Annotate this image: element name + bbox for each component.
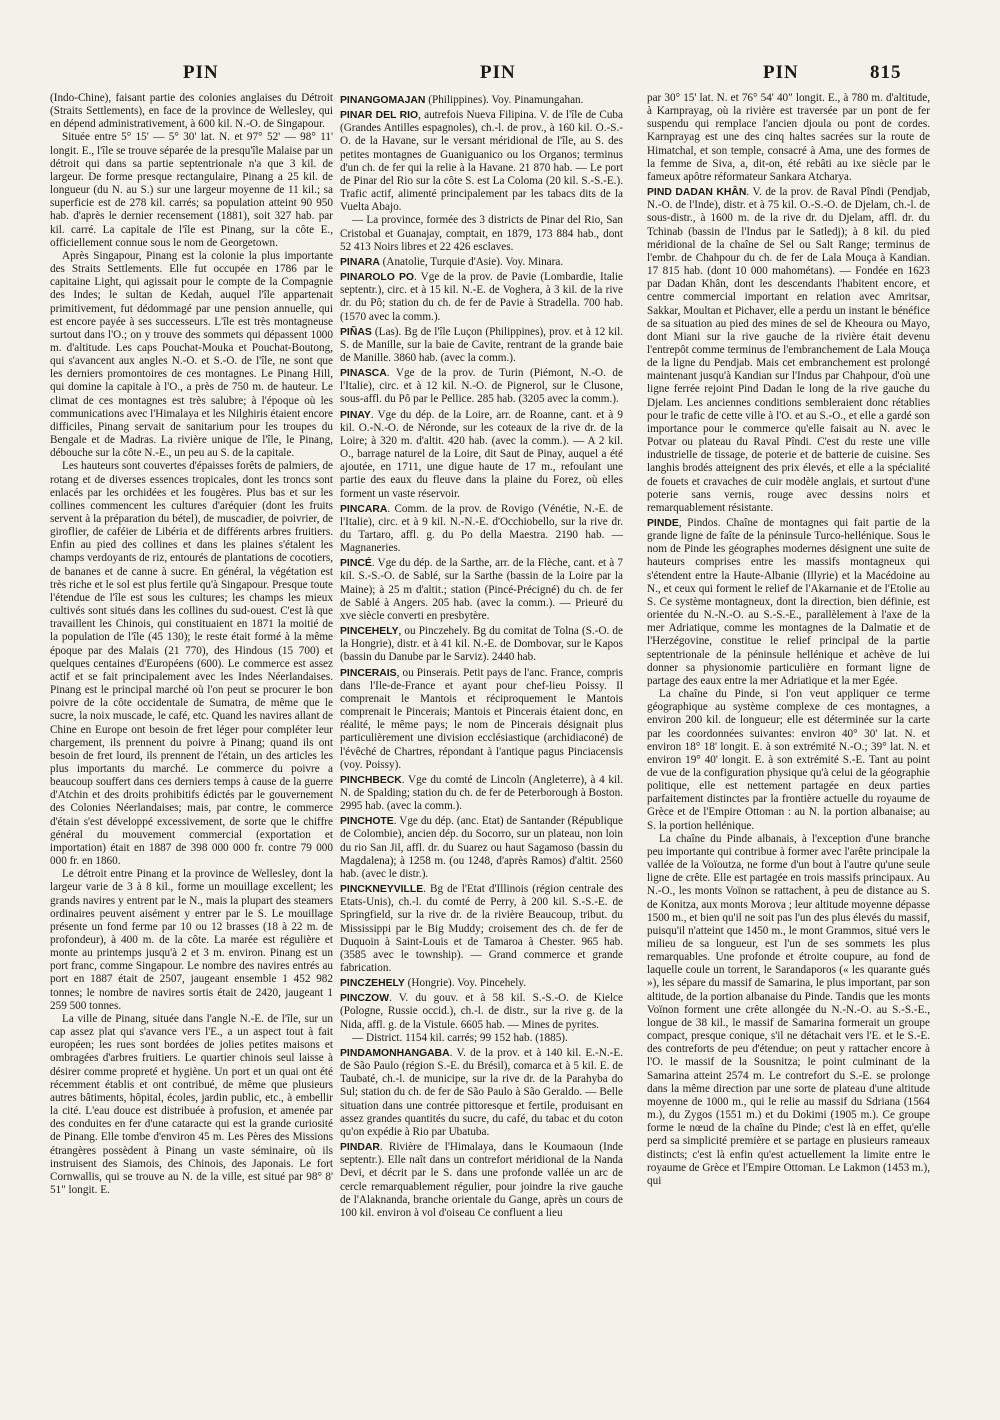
entry-headword: PINCÉ [340,558,372,570]
text-paragraph [340,214,623,253]
dictionary-entry [647,186,930,515]
text-paragraph [50,250,333,461]
entry-text: . Vge du comté de Lincoln (Angleterre), à 4 kil. N. de Spalding; station du ch. de fer de Peterborough à Boston. 2995 hab. (avec la comm.). [340,773,623,813]
dictionary-entry [340,557,623,623]
dictionary-entry [340,1047,623,1139]
entry-text: . Vge du dép. de la Sarthe, arr. de la Flèche, cant. et à 7 kil. S.-S.-O. de Sablé, sur la Sarthe (bassin de la Loire par la Maine); à 25 m d'altit.; station (Pincé-Précigné) du ch. de fer de Sablé à Angers. 205 hab. (avec la comm.). — Prieuré du xve siècle converti en presbytère. [340,557,623,622]
entry-headword: PINDE [647,518,679,529]
entry-headword: PINCZEHELY [340,978,405,990]
text-paragraph [50,868,333,1013]
dictionary-entry [340,774,623,813]
text-paragraph [50,460,333,868]
text-paragraph [50,92,333,131]
entry-text: — District. 1154 kil. carrés; 99 152 hab. (1885). [352,1031,568,1044]
header-right-word: PIN [763,62,799,83]
entry-text: — La province, formée des 3 districts de Pinar del Rio, San Cristobal et Guanajay, comptait, en 1879, 173 884 hab., dont 52 413 Noirs libres et 22 426 esclaves. [340,214,623,253]
entry-text: (Philippines). Voy. Pinamungahan. [425,94,584,106]
entry-text: Le détroit entre Pinang et la province de Wellesley, dont la largeur varie de 3 à 8 kil., forme un mouillage excellent; les grands navires y entrent par le N., mais la plupart des steamers ordinaires peuvent aisément y entrer par le S. Le mouillage présente un fond ferme par 10 ou 12 brasses (18 à 22 m. de profondeur), à 400 m. de la côte. La marée est régulière et monte au printemps jusqu'à 2 et 3 m. environ. Pinang est un port franc, comme Singapour. Le nombre des navires entrés au port en 1887 était de 2507, jaugeant ensemble 1 452 982 tonnes; le nombre de navires sortis était de 2420, jaugeant 1 259 500 tonnes. [50,868,333,1012]
entry-headword: PINAR DEL RIO [340,110,419,122]
entry-headword: PINAROLO PO [340,272,415,284]
page-number: 815 [870,62,902,83]
dictionary-entry [340,625,623,664]
dictionary-entry [340,326,623,365]
text-column-2 [340,92,623,1392]
entry-headword: PINARA [340,256,380,268]
dictionary-entry [340,883,623,975]
entry-headword: PINCARA [340,503,388,515]
running-header [0,62,1000,88]
text-paragraph [647,688,930,833]
dictionary-entry [340,977,623,990]
dictionary-entry [340,667,623,772]
entry-headword: PIND DADAN KHÂN [647,187,747,199]
dictionary-entry [340,109,623,214]
entry-text: , ou Pinserais. Petit pays de l'anc. France, compris dans l'Ile-de-France et ayant pour chef-lieu Poissy. Il comprenait le Mantois et réciproquement le Mantois comprenait le Pincerais; Mantois et Pincerais étaient donc, en réalité, le même pays; le nom de Pincerais désignait plus particulièrement une division ecclésiastique (archidiaconé) de l'évêché de Chartres, répondant à l'antique pagus Pinciacensis (voy. Poissy). [340,666,623,771]
entry-text: . V. de la prov. et à 140 kil. E.-N.-E. de São Paulo (région S.-E. du Brésil), comarca et à 5 kil. E. de Taubaté, ch.-l. de municipe, sur la rive dr. de la Parahyba do Sul; station du ch. de fer de São Paulo à São Geraldo. — Belle situation dans une contrée pittoresque et fertile, produisant en assez grandes quantités du sucre, du café, du tabac et du coton qu'on expédie à Rio par Ubatuba. [340,1046,623,1138]
entry-text: (Las). Bg de l'île Luçon (Philippines), prov. et à 12 kil. S. de Manille, sur la baie de Cavite, rentrant de la grande baie de Manille. 3860 hab. (avec la comm.). [340,325,623,364]
entry-headword: PINANGOMAJAN [340,95,426,106]
entry-text: . Bg de l'Etat d'Illinois (région centrale des Etats-Unis), ch.-l. du comté de Perry, à 200 kil. S.-S.-E. de Springfield, sur la rive dr. de la rivière Beaucoup, tribut. du Mississippi par le Big Muddy; croisement des ch. de fer de Duquoin à Saint-Louis et de Tamaroa à Chester. 965 hab. (3585 avec le township). — Grand commerce et grande fabrication. [340,883,623,974]
entry-text: , ou Pinczehely. Bg du comitat de Tolna (S.-O. de la Hongrie), distr. et à 41 kil. N.-E. de Dombovar, sur le Kapos (bassin du Danube par le Sarviz). 2440 hab. [340,625,623,664]
dictionary-entry [340,409,623,501]
entry-headword: PINCZOW [340,993,390,1005]
entry-headword: PIÑAS [340,326,372,338]
entry-text: par 30° 15' lat. N. et 76° 54' 40" longit. E., à 780 m. d'altitude, à Karnprayag, où la rivière est traversée par un pont de fer suspendu qui remplace l'ancien djoula ou pont de cordes. Karnprayag est une des cinq haltes sacrées sur la route de Himatchal, et son temple, consacré à Ama, une des formes de la femme de Siva, a, dit-on, été rebâti au ixe siècle par le fameux apôtre réformateur Sankara Atcharya. [647,92,930,183]
entry-text: . Vge de la prov. de Turin (Piémont, N.-O. de l'Italie), circ. et à 12 kil. N.-O. de Pignerol, sur le Clusone, sous-affl. du Pô par le Pellice. 285 hab. (3205 avec la comm.). [340,367,623,406]
entry-headword: PINCHBECK [340,774,402,786]
text-paragraph [50,1013,333,1197]
dictionary-entry [340,256,623,269]
dictionary-entry [647,517,930,688]
entry-text: Les hauteurs sont couvertes d'épaisses forêts de palmiers, de rotang et de diverses essences tropicales, dont les troncs sont enlacés par les orchidées et les fougères. Plus bas et sur les collines commencent les cultures d'aréquier (dont les fruits servent à la préparation du bétel), de muscadier, de poivrier, de giroflier, de caféier de Libéria et de différents arbres fruitiers. Enfin au pied des collines et dans les plaines s'étalent les champs verdoyants de riz, entourés de plantations de cocotiers, de bananes et de canne à sucre. En général, la végétation est très riche et le sol est plus fertile qu'à Singapour. Presque toute l'étendue de l'île est sous les cultures; les champs les mieux cultivés sont situés dans les collines du sud-ouest. C'est là que travaillent les Chinois, qui constituaient en 1871 la moitié de la population de l'île (45 130); le reste était formé à la même époque par des Malais (21 770), des Hindous (15 700) et quelques centaines d'Européens (600). Le commerce est assez actif et se fait principalement avec les Indes Néerlandaises. Pinang est le principal marché où l'on peut se procurer le bon poivre de la côte occidentale de Sumatra, de même que le sucre, la noix muscade, le café, etc. Quand les navires allant de Chine en Europe ont besoin de fret léger pour compléter leur chargement, ils prennent du poivre à Pinang; quand ils ont besoin de fret lourd, ils prennent de l'étain, un des articles les plus importants du marché. Le commerce du poivre a beaucoup souffert dans ces derniers temps à cause de la guerre d'Atchin et des droits prohibitifs édictés par le gouvernement des Colonies Néerlandaises; mais, par contre, le commerce d'étain s'est développé excessivement, de sorte que le chiffre général du mouvement commercial (exportation et importation) était en 1887 de 398 000 000 fr. contre 79 000 000 fr. en 1860. [50,460,333,868]
entry-text: . Comm. de la prov. de Rovigo (Vénétie, N.-E. de l'Italie), circ. et à 9 kil. N.-N.-E. d'Occhiobello, sur la rive dr. du Tartaro, affl. g. du Po della Maestra. 2190 hab. — Magnaneries. [340,502,623,555]
text-paragraph [50,131,333,249]
entry-text: La chaîne du Pinde, si l'on veut appliquer ce terme géographique au système complexe de ces montagnes, a environ 200 kil. de longueur; elle est déterminée sur la carte par les coordonnées suivantes: environ 40° 30' lat. N. et environ 18° 18' longit. E. à son extrémité N.-O.; 39° lat. N. et environ 19° 40' longit. E. à son extrémité S.-E. Tant au point de vue de la configuration physique qu'à celui de la géographie politique, elle est nettement partagée en deux parties parfaitement distinctes par la frontière actuelle du royaume de Grèce et de l'Empire Ottoman : au N. la portion albanaise; au S. la portion hellénique. [647,688,930,832]
entry-text: , autrefois Nueva Filipina. V. de l'île de Cuba (Grandes Antilles espagnoles), ch.-l. de prov., à 160 kil. O.-S.-O. de la Havane, sur le versant méridional de l'île, au S. des petites montagnes de Guaniguanico ou los Organos; terminus d'un ch. de fer qui la relie à la Havane. 21 870 hab. — Le port de Pinar del Rio sur la côte S. est La Coloma (20 kil. S.-S.-E.). Trafic actif, alimenté principalement par les tabacs dits de la Vuelta Abajo. [340,109,623,214]
entry-text: Après Singapour, Pinang est la colonie la plus importante des Straits Settlements. Elle fut occupée en 1786 par le capitaine Light, qui agissait pour le compte de la Compagnie des Indes; le sultan de Kedah, auquel l'île appartenait primitivement, fut dédommagé par une pension annuelle, qui est encore payée à ses successeurs. L'île est très montagneuse surtout dans l'O.; on y trouve des sommets qui dépassent 1000 m. d'altitude. Les caps Pouchat-Mouka et Pouchat-Boutong, qui s'avancent aux angles N.-O. et S.-O. de l'île, ne sont que les derniers promontoires de ces montagnes. Le Pinang Hill, qui domine la capitale à l'O., a près de 750 m. de hauteur. Le climat de ces montagnes est très salubre; à l'époque où les communications avec l'Himalaya et les Nilghiris étaient encore difficiles, Pinang servait de sanitarium pour les troupes du Bengale et de Madras. La rivière unique de l'île, le Pinang, débouche sur la côte N.-E., un peu au S. de la capitale. [50,249,333,460]
header-left-word: PIN [183,62,219,83]
dictionary-entry [340,992,623,1031]
dictionary-entry [340,1141,623,1220]
entry-text: . Rivière de l'Himalaya, dans le Koumaoun (Inde septentr.). Elle naît dans un contrefort méridional de la Nanda Devi, et décrit par le S. dans une profonde vallée un arc de cercle remarquablement régulier, pour joindre la rive gauche de l'Alaknanda, branche orientale du Gange, après un cours de 100 kil. environ à vol d'oiseau Ce confluent a lieu [340,1141,623,1219]
entry-text: . V. du gouv. et à 58 kil. S.-S.-O. de Kielce (Pologne, Russie occid.), ch.-l. de distr., sur la rive g. de la Nida, affl. g. de la Vistule. 6605 hab. — Mines de pyrites. [340,992,623,1031]
entry-headword: PINAY [340,409,371,421]
entry-text: (Indo-Chine), faisant partie des colonies anglaises du Détroit (Straits Settlements), en face de la province de Wellesley, qui en dépend administrativement, à 600 kil. N.-O. de Singapour. [50,92,333,131]
entry-text: . V. de la prov. de Raval Pîndi (Pendjab, N.-O. de l'Inde), distr. et à 75 kil. O.-S.-O. de Djelam, ch.-l. de sous-distr., à 1600 m. de la rive dr. du Djelam, affl. dr. du Tchinab (bassin de l'Indus par le Satledj); à 8 kil. du pied méridional de la chaîne de Sel ou Salt Range; terminus de l'embr. de Chahpour du ch. de fer de Lala Mouça à Kandian. 17 815 hab. (dont 10 000 mahométans). — Fondée en 1623 par Dadan Khân, dont les descendants l'habitent encore, et centre commercial important en relation avec Amritsar, Sakkar, Moultan et Pichaver, elle a perdu un instant le bénéfice de sa situation au pied des mines de sel de Kheoura ou Mayo, dont Miani sur la rive gauche de la rivière était devenu l'entrepôt comme terminus de l'embranchement de Lala Mouça de la ligne du Pendjab. Mais cet embranchement est prolongé maintenant jusqu'à Kandian sur l'Indus par Chahpour, d'où une ligne ferrée rejoint Pind Dadan le long de la rive gauche du Djelam. Les anciennes conditions sembleraient donc rétablies pour le trafic de cette ville à l'O. et au S.-O., et elle a gardé son importance pour le commerce qu'elle faisait au N. avec le Potvar ou plateau du Raval Pîndi. C'est du reste une ville industrielle de tissage, de poterie et de batterie de cuisine. Ses langhis brodés atteignent des prix élevés, et elle a la spécialité de fouets et cravaches de cuir modèle anglais, et surtout d'une poterie sans vernis, rouge avec dessins noirs et remarquablement résistante. [647,186,930,514]
entry-headword: PINCKNEYVILLE [340,884,424,896]
text-paragraph [647,92,930,184]
entry-text: . Vge de la prov. de Pavie (Lombardie, Italie septentr.), circ. et à 15 kil. N.-E. de Voghera, à 3 kil. de la rive dr. du Pô; station du ch. de fer de Pavie à Stradella. 700 hab. (1570 avec la comm.). [340,271,623,323]
text-column-3 [647,92,930,1392]
entry-text: Située entre 5° 15' — 5° 30' lat. N. et 97° 52' — 98° 11' longit. E., l'île se trouve séparée de la presqu'île Malaise par un détroit qui dans sa partie septentrionale n'a que 3 kil. de largeur. De forme presque rectangulaire, Pinang a 25 kil. de longueur (du N. au S.) sur une largeur moyenne de 11 kil.; sa superficie est de 278 kil. carrés; sa population atteint 90 950 hab. d'après le dernier recensement (1881), soit 327 hab. par kil. carré. La capitale de l'île est Pinang, sur la côte E., officiellement connue sous le nom de Georgetown. [50,131,333,249]
header-center-word: PIN [480,62,516,83]
entry-text: . Vge du dép. de la Loire, arr. de Roanne, cant. et à 9 kil. O.-N.-O. de Néronde, sur les coteaux de la rive dr. de la Loire; à 320 m. d'altit. 420 hab. (avec la comm.). — A 2 kil. O., barrage naturel de la Loire, dit Saut de Pinay, auquel a été ajoutée, en 1711, une digue haute de 17 m., refoulant une partie des eaux du fleuve dans la plaine du Forez, où elles forment un vaste réservoir. [340,408,623,500]
text-paragraph [340,1032,623,1045]
entry-headword: PINDAR [340,1142,380,1154]
entry-headword: PINDAMONHANGABA [340,1047,450,1059]
dictionary-entry [340,503,623,556]
entry-headword: PINCERAIS [340,667,397,679]
dictionary-entry [340,815,623,881]
dictionary-entry [340,271,623,324]
entry-text: La ville de Pinang, située dans l'angle N.-E. de l'île, sur un cap assez plat qui s'avance vers l'E., a un aspect tout à fait européen; les rues sont bordées de jolies petites maisons et ombragées d'arbres fruitiers. Le quartier chinois seul laisse à désirer comme propreté et hygiène. Un port et un quai ont été récemment établis et ont contribué, de même que plusieurs autres bâtiments, hôpital, écoles, jardin public, etc., à embellir la cité. L'eau douce est distribuée à profusion, et amenée par des conduites en fer d'une cataracte qui est la grande curiosité de Pinang. Elle tombe d'environ 45 m. Les Pères des Missions étrangères possèdent à Pinang un vaste séminaire, où ils instruisent des Siamois, des Chinois, des Japonais. Le fort Cornwallis, qui se trouve au N. de la ville, est situé par 98° 8' 51" longit. E. [50,1012,333,1196]
text-paragraph [647,833,930,1188]
entry-text: La chaîne du Pinde albanais, à l'exception d'une branche peu importante qui contribue à former avec l'arête principale la vallée de la Voïoutza, ne forme d'un bout à l'autre qu'une seule ligne de crête. Elle est partagée en trois massifs principaux. Au N.-O., les monts Voïnon se rattachent, à peu de distance au S. de Konitza, aux monts Morova ; leur altitude moyenne dépasse 1500 m., et bien qu'il ne soit pas l'un des plus élevés du massif, puisqu'il n'atteint que 1450 m., le mont Grammos, situé vers le milieu de sa longueur, est l'un de ses sommets les plus remarquables. Une profonde et étroite coupure, au fond de laquelle coule un torrent, le Sarandaporos (« les quarante gués »), les sépare du massif de Samarina, le plus important, par son altitude, de la portion albanaise du Pinde. Tandis que les monts Voïnon forment une crête allongée du N.-N.-O. au S.-S.-E., longue de 38 kil., le massif de Samarina formerait un groupe compact, presque conique, s'il ne détachait vers l'E. et le S.-E. des contreforts de peu d'étendue; on peut y rattacher encore à l'O. le massif de la Sousnitza; le point culminant de la Samarina atteint 2574 m. Le contrefort du S.-E. se prolonge dans la même direction par une sorte de plateau d'une altitude moyenne de 1000 m., qui le relie au massif du Sdriana (1564 m.), du Zygos (1551 m.) et du Dokimi (1905 m.). Ce groupe forme le nœud de la chaîne du Pinde; c'est là en effet, qu'elle perd sa simplicité première et se partage en plusieurs rameaux distincts; c'est là enfin qu'est actuellement la limite entre le royaume de Grèce et l'Empire Ottoman. Le Lakmon (1453 m.), qui [647,832,930,1187]
entry-headword: PINASCA [340,368,387,380]
text-column-1 [50,92,333,1392]
entry-text: (Hongrie). Voy. Pincehely. [404,977,527,990]
entry-headword: PINCEHELY [340,626,399,638]
entry-text: . Vge du dép. (anc. Etat) de Santander (République de Colombie), ancien dép. du Socorro, sur un plateau, non loin du rio San Jil, affl. dr. du Suarez ou haut Sagamoso (bassin du Magdalena); à 1258 m. (ou 1248, d'après Ramos) d'altit. 2560 hab. (avec le distr.). [340,815,623,880]
entry-text: (Anatolie, Turquie d'Asie). Voy. Minara. [379,255,564,268]
entry-headword: PINCHOTE [340,816,394,828]
dictionary-entry [340,94,623,107]
dictionary-entry [340,367,623,406]
entry-text: , Pindos. Chaîne de montagnes qui fait partie de la grande ligne de faîte de la péninsule Turco-hellénique. Sous le nom de Pinde les géographes modernes désignent une suite de hauteurs comprises entre les massifs montagneux qui s'étendent entre la Haute-Albanie (Illyrie) et la Macédoine au N., et ceux qui forment le relief de l'Akarnanie et de l'Etolie au S. Ce système montagneux, dont la direction, bien définie, est orientée du N.-N.-O. au S.-S.-E., parallèlement à l'axe de la mer Adriatique, comme les montagnes de la Dalmatie et de l'Herzégovine, constitue le relief principal de la partie septentrionale de la péninsule hellénique et achève de lui donner sa physionomie particulière en formant ligne de partage des eaux entre la mer Adriatique et la mer Egée. [647,517,930,687]
